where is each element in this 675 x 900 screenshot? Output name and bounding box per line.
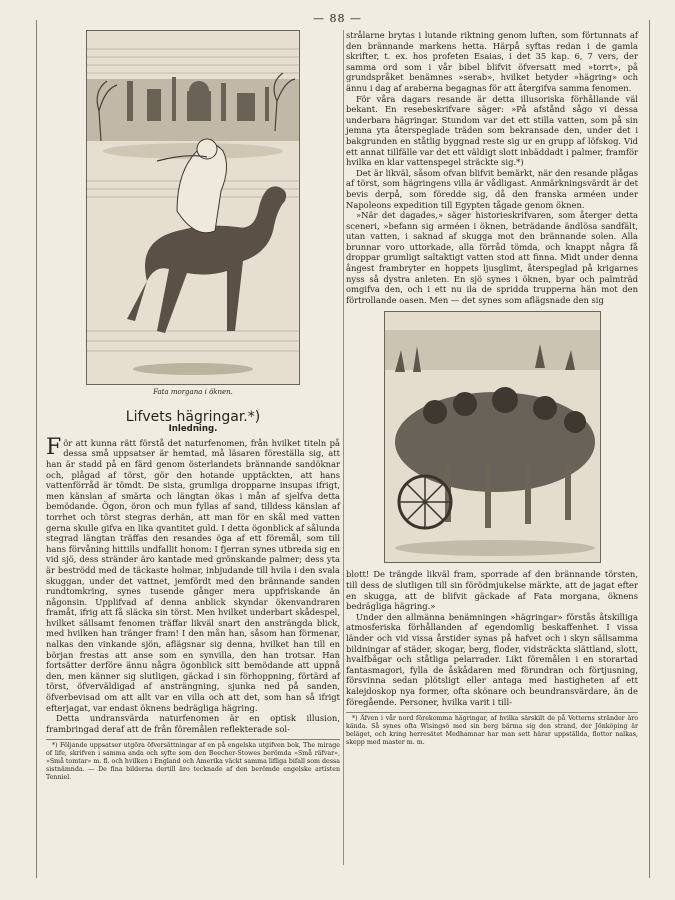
paragraph: »När det dagades,» säger historieskrifvaren, som återger detta sceneri, »befann sig arméen i öknen, beträdande ändlösa sandfält, utan vatten, i saknad af skugga mot den brännande solen. Alla brunnar voro uttorkade, alla förråd tömda, och knappt några få droppar grumligt saltaktigt vatten stod att finna. Midt under denna ångest frambryter en hoppets ljusglimt, återspeglad på krigarnes nyss så dystra anleten. En sjö synes i öknen, byar och palmträd omgifva den, och i ett nu ila de spridda trupperna hän mot den förtrollande oasen. Men — det synes som aflägsnade den sig [346, 210, 638, 305]
paragraph [46, 434, 340, 713]
footnote-left [46, 739, 340, 781]
column-divider [343, 30, 344, 865]
army-desert-engraving [384, 311, 601, 563]
footnote-text: *) Äfven i vår nord förekomma hägringar, af hvilka särskilt de på Vetterns stränder äro kända. Så synes ofta Wisingsö med sin berg bärma sig den strand, der Jönköping är beläget, och kring herresätet Medhamnar har man sett härar uppställda, flottor nalkas, skepp med master m. m. [346, 715, 638, 746]
page-number: — 88 — [313, 12, 362, 25]
paragraph: blott! De trängde likväl fram, sporrade af den brännande törsten, till dess de slutligen till sin förödmjukelse märkte, att de jagat efter en skugga, att de blifvit gäckade af Fata morgana, öknens bedrägliga hägring.» [346, 569, 638, 612]
illustration-caption: Fata morgana i öknen. [153, 388, 233, 396]
drop-cap: F [46, 434, 62, 460]
footnote-right [346, 712, 638, 746]
paragraph: Under den allmänna benämningen »hägringar» förstås åtskilliga atmosferiska förhållanden af egendomlig beskaffenhet. I vissa länder och vid vissa årstider synas på hafvet och i skyn sällsamma bildningar af städer, skogar, berg, floder, vidsträckta slättland, slott, hvalfbågar och ståtliga pelarrader. Likt föremålen i en storartad fantasmagori, fylla de åskådaren med förundran och förtjusning, försvinna sedan plötsligt eller antaga med hastigheten af ett kalejdoskop nya former, ofta skönare och beundransvärdare, än de föregående. Personer, hvilka varit i till- [346, 611, 638, 707]
paragraph: Det är likväl, såsom ofvan blifvit bemärkt, när den resande plågas af törst, som hägringens villa är vådligast. Anmärkningsvärdt är det bevis derpå, som föredde sig, då den franska arméen under Napoleons expedition till Egypten tågade genom öknen. [346, 167, 638, 210]
left-column [46, 30, 340, 781]
paragraph-text: ör att kunna rätt förstå det naturfenomen, från hvilket titeln på dessa små uppsatser är hemtad, må läsaren föreställa sig, att han är stadd på en färd genom österlandets brännande sandöknar och, plågad af törst, gör den hotande upptäckten, att hans vattenförråd är tömdt. De sista, grumliga dropparne insupas ifrigt, men känslan af smärta och längtan ökas i mån af sjelfva detta bemödande. Ögon, öron och mun fyllas af sand, tilldess känslan af torrhet och törst stegras derhän, att man för en skål med vatten gerna skulle gifva en lika qvantitet guld. I detta ögonblick af sålunda stegrad längtan träffas den resandes öga af ett föremål, som till hans förvåning hittills undfallit honom: I fjerran synes utbreda sig en vid sjö, dess stränder äro kantade med grönskande palmer; dess yta är beströdd med de täckaste holmar, inbjudande till hvila i den svala skuggan, under det vattnet, jemfördt med den brännande sanden rundtomkring, synes tusende gånger mera uppfriskande än någonsin. Upplifvad af denna anblick skyndar ökenvandraren framåt, ifrig att få släcka sin törst. Men hvilket underbart skådespel, hvilket sällsamt fenomen träffar likväl snart den ansträngda blick, med hvilken han tränger fram! I den mån han, såsom han förmenar, nalkas den vinkande sjön, aflägsnar sig denna, hvilket han till en början frestas att anse som en synvilla, den han trotsar. Han fortsätter derföre ännu några ögonblick sitt bemödande att uppnå den, men känner sig slutligen, gäckad i sin förhoppning, förtärd af törst, öfverväldigad af ansträngning, sjunka ned på sanden, öfverbevisad om att allt var en villa och att det, som han så ifrigt efterjagat, var endast öknens bedrägliga hägring. [46, 437, 340, 713]
paragraph: Detta undransvärda naturfenomen är en optisk illusion, frambringad deraf att de från föremålen reflekterade sol- [46, 713, 340, 734]
paragraph: För våra dagars resande är detta illusoriska förhållande väl bekant. En resebeskrifvare säger: »På afstånd sågo vi dessa underbara hägringar. Stundom var det ett stilla vatten, som på sin jemna yta återspeglade träden som bekransade den, under det i bakgrunden en ståtlig byggnad reste sig ur en grupp af löfskog. Vid ett annat tillfälle var det ett väldigt slott inbäddadt i palmer, framför hvilka en klar vattenspegel sträckte sig.*) [346, 93, 638, 168]
right-column [346, 30, 638, 746]
section-heading: Inledning. [168, 424, 218, 435]
footnote-text: *) Följande uppsatser utgöra öfversättningar af en på engelska utgifven bok, The mirage of life, skrifven i samma anda och syfte som den Beecher-Stowes berömda »Små räfvar», »Små tomtar» m. fl. och hvilken i England och Amerika väckt samma lifliga bifall som dessa sistnämnda. — De fina bilderna dertill äro tecknade af den berömde engelske artisten Tenniel. [46, 742, 340, 781]
article-title: Lifvets hägringar.*) [125, 408, 261, 425]
paragraph: strålarne brytas i lutande riktning genom luften, som förtunnats af den brännande markens hetta. Härpå syftas redan i de gamla skrifter, t. ex. hos profeten Esaias, i det 35 kap. 6, 7 vers, der samma ord som i vår bibel blifvit öfversatt med »torrt», på grundspråket benämnes »serab», hvilket betyder »hägring» och ännu i dag af araberna begagnas för att återgifva samma fenomen. [346, 30, 638, 93]
camel-rider-engraving [86, 30, 300, 385]
